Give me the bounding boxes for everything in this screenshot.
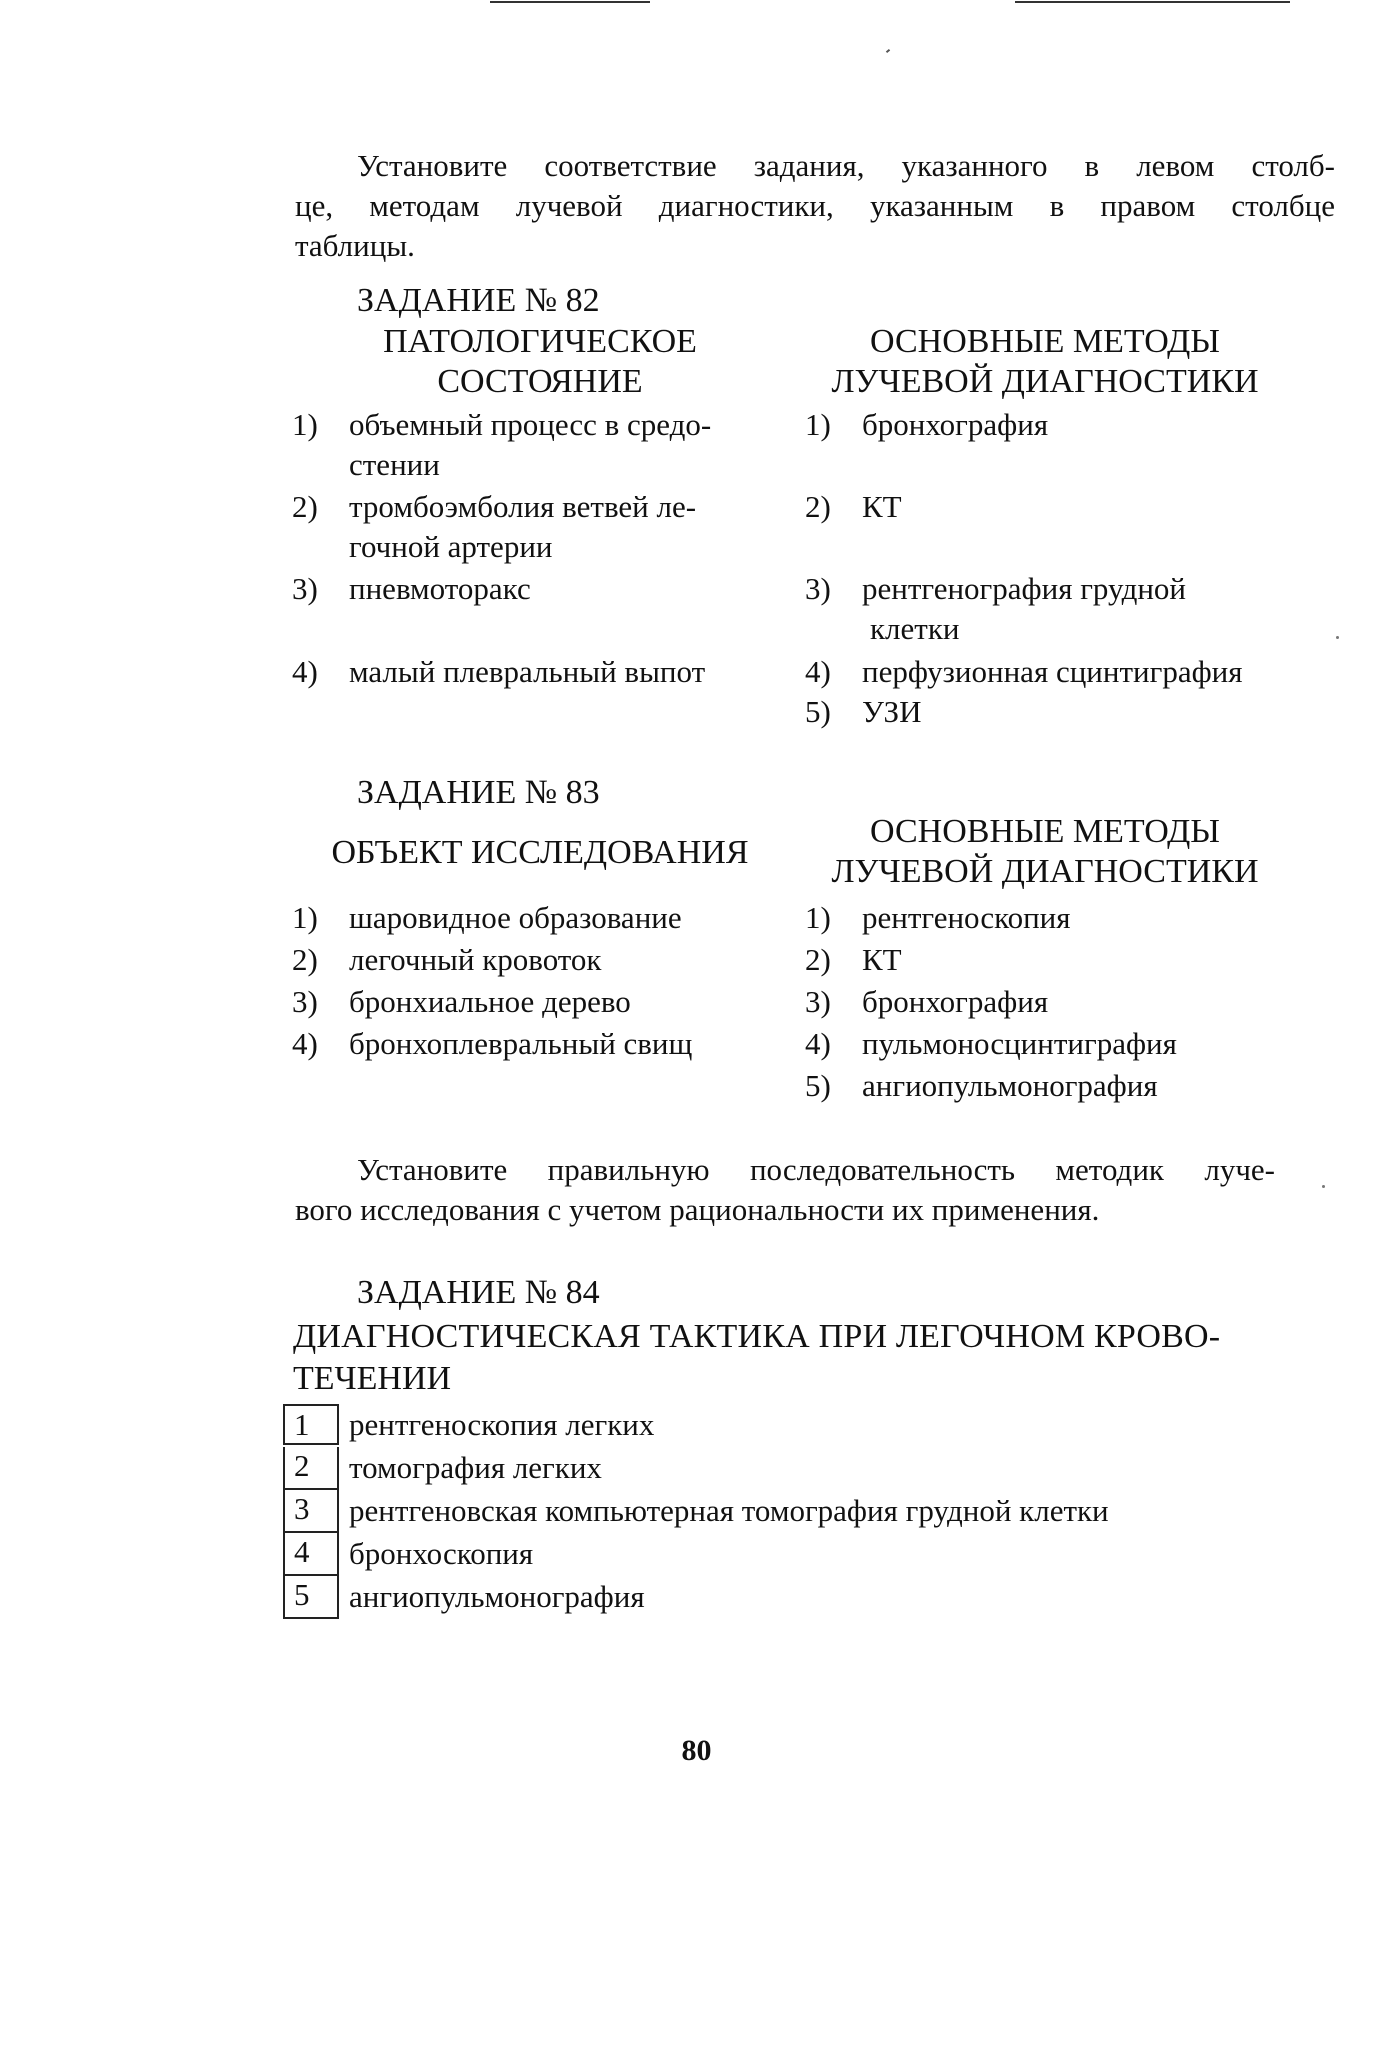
top-rule-left (490, 1, 650, 3)
item-text: рентгенография грудной (862, 571, 1187, 606)
sequence-text: ангиопульмонография (349, 1579, 645, 1614)
scan-speck (1336, 636, 1339, 639)
item-text: пульмоносцинтиграфия (862, 1026, 1177, 1061)
task82-right-header-line1: ОСНОВНЫЕ МЕТОДЫ (870, 323, 1220, 360)
task82-right-header-line2: ЛУЧЕВОЙ ДИАГНОСТИКИ (831, 363, 1259, 400)
task82-left-header-line1: ПАТОЛОГИЧЕСКОЕ (383, 323, 697, 360)
item-number: 4) (805, 654, 831, 689)
item-number: 2) (805, 942, 831, 977)
item-text: бронхиальное дерево (349, 984, 631, 1019)
item-number: 4) (292, 654, 318, 689)
instruction-paragraph (295, 1150, 1275, 1230)
scan-speck (1322, 1185, 1325, 1188)
intro-paragraph (295, 146, 1335, 266)
item-number: 1) (292, 407, 318, 442)
sequence-number-box: 2 (283, 1447, 339, 1490)
task83-right-header-line1: ОСНОВНЫЕ МЕТОДЫ (870, 813, 1220, 850)
item-text-cont: гочной артерии (349, 529, 553, 564)
intro-line-1: Установите соответствие задания, указанного в левом столб- (357, 148, 1335, 183)
sequence-number-box: 1 (283, 1404, 339, 1445)
sequence-number-box: 3 (283, 1490, 339, 1533)
item-number: 2) (292, 489, 318, 524)
task82-title: ЗАДАНИЕ № 82 (357, 282, 600, 319)
task82-left-header (330, 322, 750, 402)
item-text: объемный процесс в средо- (349, 407, 712, 442)
instruction-line-1: Установите правильную последовательность методик луче- (357, 1152, 1275, 1187)
task84-subtitle-line1: ДИАГНОСТИЧЕСКАЯ ТАКТИКА ПРИ ЛЕГОЧНОМ КРОВО- (293, 1318, 1221, 1355)
task83-right-header (800, 812, 1290, 892)
intro-line-3: таблицы. (295, 228, 415, 263)
item-number: 3) (292, 984, 318, 1019)
item-number: 2) (292, 942, 318, 977)
item-number: 3) (292, 571, 318, 606)
item-number: 2) (805, 489, 831, 524)
scan-mark (886, 49, 890, 53)
sequence-text: рентгеноскопия легких (349, 1407, 655, 1442)
item-text: ангиопульмонография (862, 1068, 1158, 1103)
task82-right-header (800, 322, 1290, 402)
item-text: тромбоэмболия ветвей ле- (349, 489, 697, 524)
top-rule-right (1015, 1, 1290, 3)
item-text: легочный кровоток (349, 942, 602, 977)
item-text-cont: клетки (870, 611, 960, 646)
sequence-text: бронхоскопия (349, 1536, 534, 1571)
item-number: 4) (292, 1026, 318, 1061)
item-number: 1) (292, 900, 318, 935)
item-number: 5) (805, 694, 831, 729)
item-text: бронхография (862, 984, 1049, 1019)
task84-title: ЗАДАНИЕ № 84 (357, 1274, 600, 1311)
page-number: 80 (681, 1734, 712, 1767)
instruction-line-2: вого исследования с учетом рациональности их применения. (295, 1192, 1100, 1227)
task83-title: ЗАДАНИЕ № 83 (357, 774, 600, 811)
item-number: 3) (805, 571, 831, 606)
item-number: 4) (805, 1026, 831, 1061)
sequence-number-box: 5 (283, 1576, 339, 1619)
task83-left-header (300, 833, 780, 873)
item-text: КТ (862, 489, 902, 524)
item-number: 1) (805, 407, 831, 442)
sequence-number-box: 4 (283, 1533, 339, 1576)
sequence-text: рентгеновская компьютерная томография грудной клетки (349, 1493, 1109, 1528)
sequence-text: томография легких (349, 1450, 602, 1485)
task82-left-header-line2: СОСТОЯНИЕ (437, 363, 643, 400)
task83-left-header-line1: ОБЪЕКТ ИССЛЕДОВАНИЯ (331, 834, 749, 871)
item-number: 5) (805, 1068, 831, 1103)
item-text: УЗИ (862, 694, 922, 729)
item-text: шаровидное образование (349, 900, 682, 935)
item-number: 1) (805, 900, 831, 935)
item-text: бронхоплевральный свищ (349, 1026, 693, 1061)
item-text: малый плевральный выпот (349, 654, 706, 689)
item-text: перфузионная сцинтиграфия (862, 654, 1243, 689)
task84-subtitle-line2: ТЕЧЕНИИ (293, 1360, 452, 1397)
item-text: пневмоторакс (349, 571, 531, 606)
item-text: бронхография (862, 407, 1049, 442)
intro-line-2: це, методам лучевой диагностики, указанным в правом столбце (295, 188, 1335, 223)
item-text-cont: стении (349, 447, 440, 482)
item-number: 3) (805, 984, 831, 1019)
task83-right-header-line2: ЛУЧЕВОЙ ДИАГНОСТИКИ (831, 853, 1259, 890)
item-text: рентгеноскопия (862, 900, 1071, 935)
item-text: КТ (862, 942, 902, 977)
